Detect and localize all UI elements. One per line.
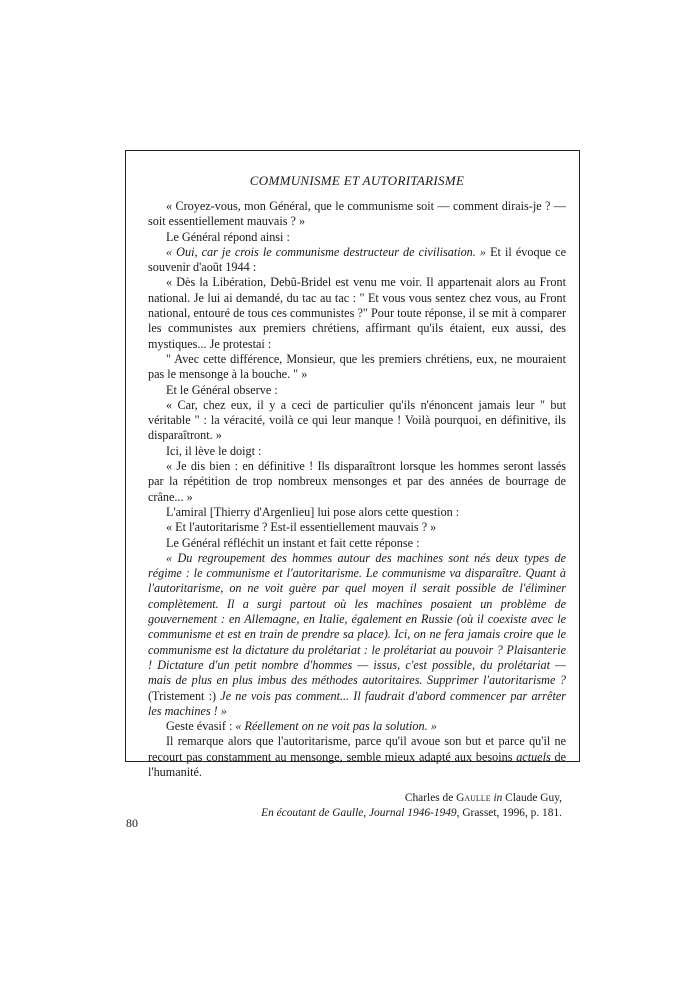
attribution	[148, 791, 566, 820]
paragraph	[148, 551, 566, 719]
quote-italic: « Oui, car je crois le communisme destructeur de civilisation. »	[166, 244, 487, 259]
paragraph: « Et l'autoritarisme ? Est-il essentiellement mauvais ? »	[166, 520, 437, 535]
paragraph: Ici, il lève le doigt :	[166, 443, 262, 458]
paragraph: Le Général réfléchit un instant et fait cette réponse :	[166, 535, 420, 550]
paragraph: Et le Général observe :	[166, 382, 278, 397]
paragraph: L'amiral [Thierry d'Argenlieu] lui pose alors cette question :	[166, 504, 460, 519]
attribution-text: Grasset, 1996, p. 181.	[459, 806, 562, 819]
paragraph: Le Général répond ainsi :	[166, 229, 290, 244]
text-run: (Tristement :)	[148, 688, 221, 703]
attribution-line-1	[148, 791, 562, 806]
quote-italic: « Du regroupement des hommes autour des machines sont nés deux types de régime : le communisme et l'autoritarisme. Le communisme va disparaître. Quant à l'autoritarisme, on ne voit guère par quel moyen il serait possible de l'éliminer complètement. Il a surgi partout où les machines posaient un problème de gouvernement : en Allemagne, en Italie, également en Russie (où il coexiste avec le communisme et est en train de prendre sa place). Ici, on ne fera jamais croire que le communisme est la dictature du prolétariat : le prolétariat au pouvoir ? Plaisanterie ! Dictature d'un petit nombre d'hommes — issus, c'est possible, du prolétariat — mais de plus en plus imbus des méthodes autoritaires. Supprimer l'autoritarisme ?	[148, 550, 566, 688]
text-run: Geste évasif :	[166, 719, 236, 734]
text-run: Il remarque alors que l'autoritarisme, parce qu'il avoue son but et parce qu'il ne recourt pas constamment au mensonge, semble mieux adapté aux besoins	[148, 734, 566, 764]
quote-italic: « Réellement on ne voit pas la solution. »	[235, 719, 437, 734]
paragraph	[148, 245, 566, 276]
book-title: En écoutant de Gaulle, Journal 1946-1949,	[261, 806, 460, 819]
paragraph	[148, 734, 566, 780]
text-italic: actuels	[516, 749, 551, 764]
attribution-line-2	[148, 806, 562, 821]
page-number: 80	[126, 816, 138, 830]
paragraph: « Croyez-vous, mon Général, que le communisme soit — comment dirais-je ? — soit essentiellement mauvais ? »	[148, 199, 566, 229]
author-name: Gaulle	[456, 792, 491, 805]
section-title: COMMUNISME ET AUTORITARISME	[249, 173, 465, 188]
paragraph: « Dès la Libération, Debû-Bridel est venu me voir. Il appartenait alors au Front national. Je lui ai demandé, du tac au tac : " Et vous vous sentez chez vous, au Front national, entouré de tous ces communistes ?" Pour toute réponse, il se mit à comparer les communistes aux premiers chrétiens, affirmant qu'ils étaient, eux aussi, des mystiques... Je protestai :	[148, 275, 566, 351]
attribution-text: in	[490, 792, 503, 805]
text-run: de l'humanité.	[148, 749, 566, 779]
attribution-text: Claude Guy,	[502, 792, 562, 805]
paragraph	[148, 719, 566, 734]
quote-box	[125, 150, 580, 819]
paragraph: « Je dis bien : en définitive ! Ils disparaîtront lorsque les hommes seront lassés par la répétition de trop nombreux mensonges et par des années de bourrage de crâne... »	[148, 459, 566, 504]
text-run: Et il évoque ce souvenir d'août 1944 :	[148, 244, 566, 275]
attribution-text: Charles de	[404, 792, 457, 805]
quote-italic: Je ne vois pas comment... Il faudrait d'abord commencer par arrêter les machines ! »	[148, 688, 566, 718]
paragraph: « Car, chez eux, il y a ceci de particulier qu'ils n'énoncent jamais leur " but véritable " : la véracité, voilà ce qui leur manque ! Voilà pourquoi, en définitive, ils disparaîtront. »	[148, 397, 566, 443]
paragraph: " Avec cette différence, Monsieur, que les premiers chrétiens, eux, ne mouraient pas le mensonge à la bouche. " »	[148, 351, 566, 382]
